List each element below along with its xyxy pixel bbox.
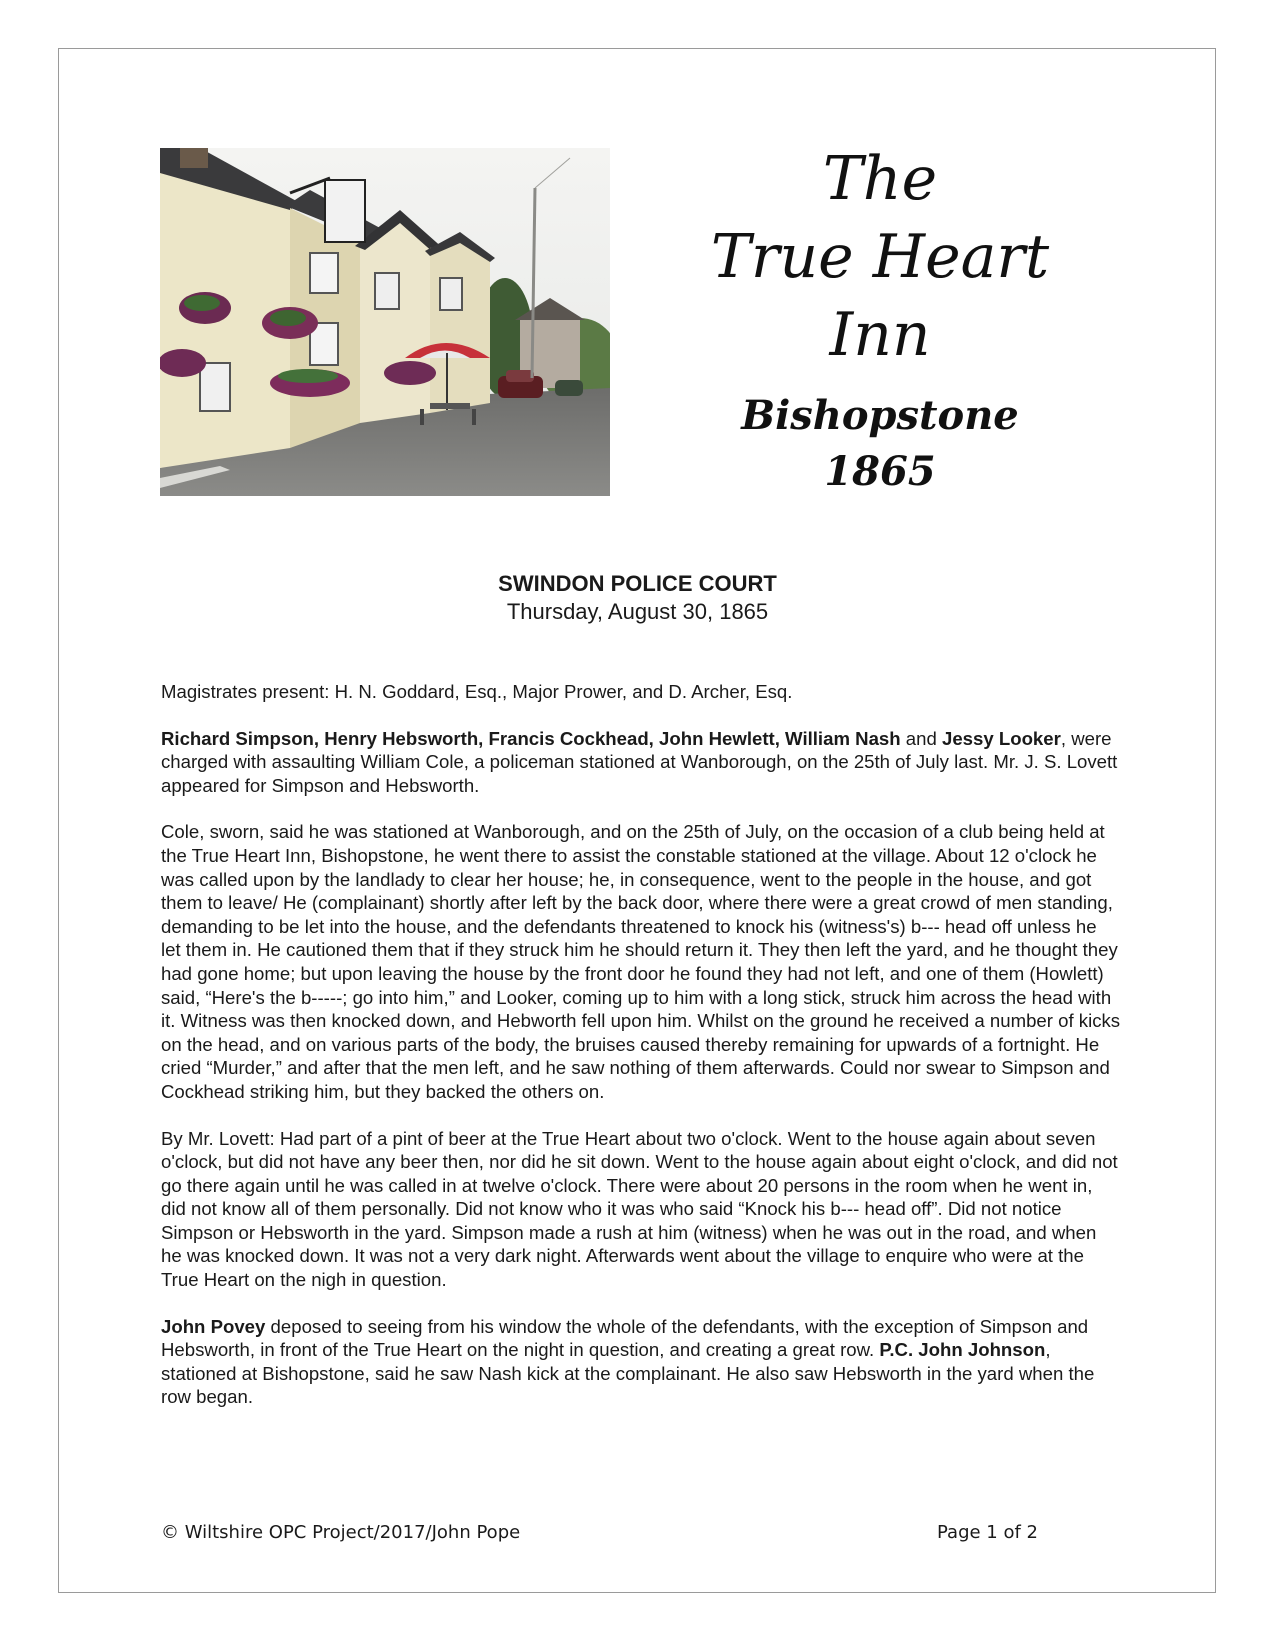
title-year: 1865 (824, 448, 936, 495)
charge-text: , were charged with assaulting William Cole, a policeman stationed at Wanborough, on the 25th of July last. Mr. J. S. Lovett appeared for Simpson and Hebsworth. (161, 727, 1118, 796)
title-place: Bishopstone (741, 392, 1019, 439)
paragraph-magistrates (161, 680, 1121, 704)
johnson-testimony-text: , stationed at Bishopstone, said he saw Nash kick at the complainant. He also saw Hebsworth in the yard when the row began. (161, 1339, 1095, 1408)
witness-name-johnson: P.C. John Johnson (879, 1339, 1046, 1361)
defendant-names: Richard Simpson, Henry Hebsworth, Francis Cockhead, John Hewlett, William Nash (161, 727, 901, 749)
paragraph-charges (161, 727, 1121, 798)
conjunction-text: and (900, 727, 942, 749)
article-body (161, 680, 1121, 1432)
title-the: The (822, 144, 938, 214)
cross-examination-text: By Mr. Lovett: Had part of a pint of beer at the True Heart about two o'clock. Went to the house again about seven o'clock, but did not have any beer then, nor did he sit down. Went to the house again about eight o'clock, and did not go there again until he was called in at twelve o'clock. There were about 20 persons in the room when he went in, did not know all of them personally. Did not know who it was who said “Knock his b--- head off”. Did not notice Simpson or Hebsworth in the yard. Simpson made a rush at him (witness) when he was out in the road, and when he was knocked down. It was not a very dark night. Afterwards went about the village to enquire who were at the True Heart on the nigh in question. (161, 1127, 1118, 1291)
defendant-name-looker: Jessy Looker (941, 727, 1061, 749)
paragraph-cole-testimony (161, 820, 1121, 1103)
court-heading-block (160, 570, 1115, 626)
title-true-heart: True Heart (710, 222, 1050, 292)
footer-page-number: Page 1 of 2 (937, 1522, 1038, 1543)
witness-name-povey: John Povey (161, 1315, 266, 1337)
inn-photo (160, 148, 610, 496)
court-title: SWINDON POLICE COURT (498, 571, 777, 596)
title-inn: Inn (829, 300, 931, 370)
paragraph-witnesses (161, 1315, 1121, 1409)
title-block (640, 140, 1120, 500)
court-date: Thursday, August 30, 1865 (506, 599, 769, 624)
paragraph-cross-examination (161, 1127, 1121, 1292)
footer-copyright: © Wiltshire OPC Project/2017/John Pope (161, 1522, 521, 1543)
cole-testimony-text: Cole, sworn, said he was stationed at Wanborough, and on the 25th of July, on the occasion of a club being held at the True Heart Inn, Bishopstone, he went there to assist the constable stationed at the village. About 12 o'clock he was called upon by the landlady to clear her house; he, in consequence, went to the people in the house, and got them to leave/ He (complainant) shortly after left by the back door, where there were a great crowd of men standing, demanding to be let into the house, and the defendants threatened to knock his (witness's) b--- head off unless he let them in. He cautioned them that if they struck him he should return it. They then left the yard, and he thought they had gone home; but upon leaving the house by the front door he found they had not left, and one of them (Howlett) said, “Here's the b-----; go into him,” and Looker, coming up to him with a long stick, struck him across the head with it. Witness was then knocked down, and Hebworth fell upon him. Whilst on the ground he received a number of kicks on the head, and on various parts of the body, the bruises caused thereby remaining for upwards of a fortnight. He cried “Murder,” and after that the men left, and he saw nothing of them afterwards. Could nor swear to Simpson and Cockhead striking him, but they backed the others on. (161, 821, 1121, 1102)
paragraph-magistrates-text: Magistrates present: H. N. Goddard, Esq., Major Prower, and D. Archer, Esq. (161, 681, 793, 702)
povey-testimony-text: deposed to seeing from his window the whole of the defendants, with the exception of Simpson and Hebsworth, in front of the True Heart on the night in question, and creating a great row. (161, 1315, 1089, 1361)
